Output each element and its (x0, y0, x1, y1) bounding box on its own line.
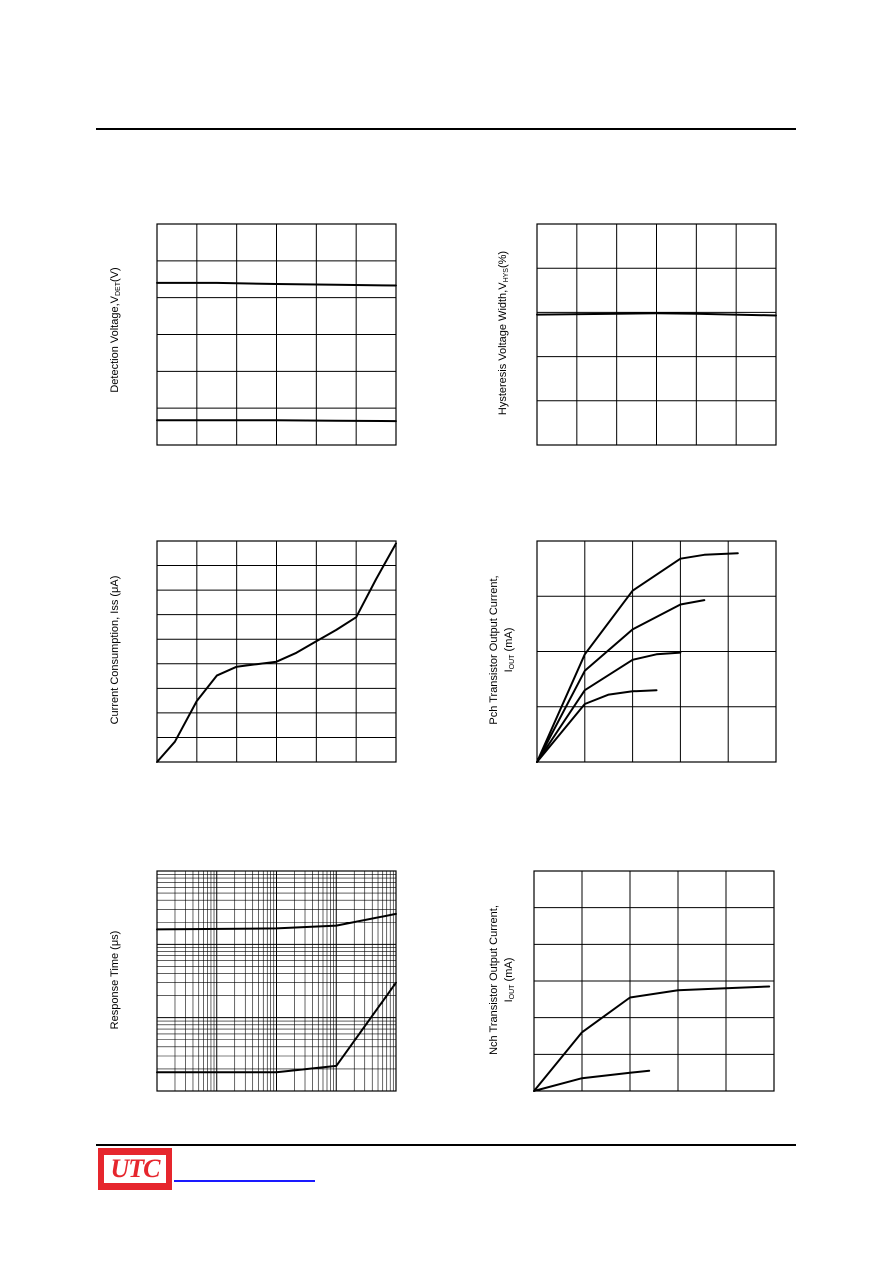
chart6-ylabel2-sub: OUT (509, 984, 516, 1000)
chart5-ylabel (109, 931, 121, 1030)
chart6-ylabel2-tail: (mA) (503, 957, 515, 985)
chart4-ylabel2-tail: (mA) (503, 627, 515, 655)
chart2-ylabel (497, 251, 510, 415)
chart3-ylabel-tail: μA) (109, 575, 121, 593)
chart4-ylabel2 (503, 628, 516, 673)
chart4-series-3-line (537, 653, 680, 762)
footer-rule (96, 1144, 796, 1146)
utc-logo (98, 1148, 172, 1190)
chart4-ylabel2-sub: OUT (509, 654, 516, 670)
chart4-ylabel2-main: I (503, 669, 515, 673)
chart6-series-2-line (534, 1071, 649, 1091)
chart1-ylabel-sub: DET (115, 282, 122, 297)
utc-logo-inner (104, 1155, 166, 1183)
chart6-ylabel2-main: I (503, 999, 515, 1003)
chart1-series-2-line (157, 420, 396, 421)
chart5-ylabel-main: Response Time (μs) (109, 930, 121, 1030)
chart6-ylabel-main: Nch Transistor Output Current, (488, 905, 500, 1055)
chart3-ylabel (109, 576, 121, 725)
chart4-series-2-line (537, 600, 704, 762)
chart6-series-1-line (534, 987, 769, 1092)
chart1-ylabel-main: Detection Voltage,V (109, 296, 121, 393)
chart4-series-1-line (537, 553, 738, 762)
chart4-ylabel-main: Pch Transistor Output Current, (488, 575, 500, 725)
chart6-ylabel2 (503, 958, 516, 1003)
utc-logo-text: UTC (110, 1154, 160, 1183)
chart3-ylabel-main: Current Consumption, Iss ( (109, 592, 121, 725)
chart6-ylabel (488, 905, 500, 1055)
chart1-ylabel-tail: (V) (109, 267, 121, 283)
chart2-ylabel-sub: HYS (503, 268, 510, 283)
footer-link-underline[interactable] (174, 1180, 315, 1182)
chart2-ylabel-main: Hysteresis Voltage Width,V (497, 282, 509, 416)
chart1-ylabel (109, 267, 122, 392)
chart2-ylabel-tail: (%) (497, 250, 509, 269)
chart4-ylabel (488, 575, 500, 724)
